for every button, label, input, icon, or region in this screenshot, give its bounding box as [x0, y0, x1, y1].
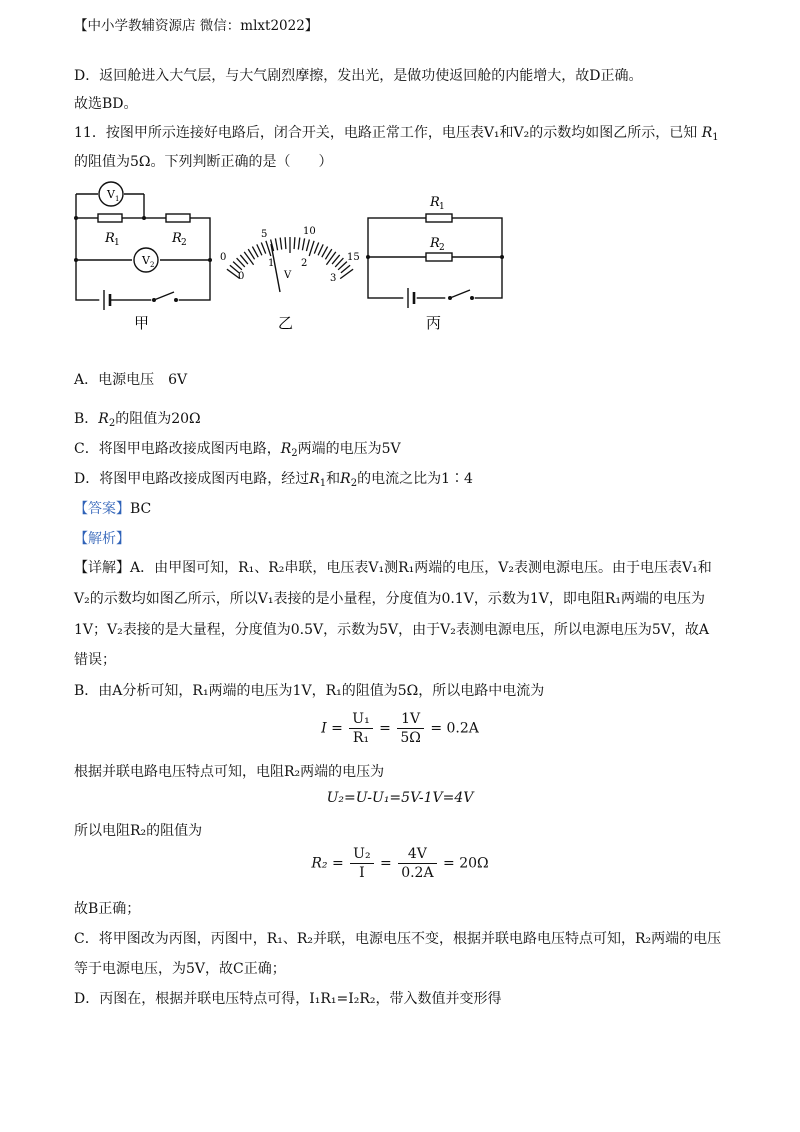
meter-tick — [275, 238, 277, 250]
resistor-r1-bing-icon — [426, 214, 452, 222]
svg-text:3: 3 — [330, 273, 337, 284]
v1-label: V — [107, 188, 115, 201]
meter-tick — [294, 237, 295, 249]
meter-tick — [314, 243, 318, 254]
svg-text:1: 1 — [268, 258, 275, 269]
meter-tick — [244, 252, 253, 265]
r1-label: R — [105, 231, 115, 246]
line-c2: 等于电源电压，为5V，故C正确； — [74, 961, 286, 977]
detail-line-5: B．由A分析可知，R₁两端的电压为1V，R₁的阻值为5Ω，所以电路中电流为 — [74, 683, 545, 699]
question-11-text: 11．按图甲所示连接好电路后，闭合开关，电路正常工作，电压表V₁和V₂的示数均如图乙所示，已知 — [74, 125, 698, 141]
answer-tag: 【答案】 — [74, 501, 130, 517]
meter-tick — [252, 247, 258, 258]
r1-symbol: R — [701, 125, 713, 141]
v2-label: V — [142, 254, 150, 267]
svg-text:2: 2 — [439, 243, 445, 253]
meter-tick — [261, 243, 265, 254]
svg-text:1: 1 — [114, 238, 120, 248]
select-prev-text: 故选BD。 — [74, 96, 138, 112]
meter-tick — [322, 247, 328, 258]
option-c: C．将图甲电路改接成图丙电路，$R_2$两端的电压为5V — [74, 441, 401, 459]
svg-text:V: V — [284, 270, 292, 281]
equation-current: I = $\frac{\text{U₁}}{\text{R₁}}$ = $\frac{1V}{5\Omega}$ = 0.2A — [321, 711, 479, 746]
meter-tick — [266, 241, 271, 256]
line-c1: C．将甲图改为丙图，丙图中，R₁、R₂并联，电源电压不变，根据并联电路电压特点可知，R₂两端的电压 — [74, 931, 722, 947]
line-d1: D．丙图在，根据并联电压特点可得，I₁R₁=I₂R₂，带入数值并变形得 — [74, 991, 502, 1007]
resistor-r1-icon — [98, 214, 122, 222]
detail-line-3: 1V；V₂表接的是大量程，分度值为0.5V，示数为5V，由于V₂表测电源电压，所以电源电压为5V，故A — [74, 622, 709, 638]
detail-line-2: V₂的示数均如图乙所示，所以V₁表接的是小量程，分度值为0.1V，示数为1V，即电阻R₁两端的电压为 — [74, 591, 705, 607]
caption-bing: 丙 — [426, 314, 442, 332]
svg-text:0: 0 — [220, 252, 227, 263]
svg-text:5: 5 — [261, 229, 268, 240]
equation-resistance: R₂ = $\frac{\text{U₂}}{I}$ = $\frac{4V}{0.2A}$ = 20Ω — [311, 846, 489, 881]
answer-value: BC — [130, 501, 152, 517]
resistor-r2-bing-icon — [426, 253, 452, 261]
page-header: 【中小学教辅资源店 微信：mlxt2022】 — [74, 18, 319, 34]
meter-tick — [309, 241, 314, 256]
meter-tick — [298, 238, 300, 250]
meter-tick — [280, 238, 282, 250]
svg-text:0: 0 — [238, 271, 245, 282]
option-b: B．$R_2$的阻值为20Ω — [74, 411, 201, 429]
option-d: D．将图甲电路改接成图丙电路，经过$R_1$和$R_2$的电流之比为1∶4 — [74, 471, 473, 489]
svg-text:R: R — [430, 236, 440, 251]
resistor-r2-icon — [166, 214, 190, 222]
detail-line-4: 错误； — [74, 652, 116, 668]
line-b3: 所以电阻R₂的阻值为 — [74, 823, 203, 839]
svg-text:R: R — [430, 195, 440, 210]
svg-text:2: 2 — [150, 261, 155, 269]
analysis-tag: 【解析】 — [74, 531, 130, 547]
answer-line — [74, 499, 151, 519]
svg-text:2: 2 — [181, 238, 187, 248]
r2-label: R — [172, 231, 182, 246]
caption-yi: 乙 — [278, 314, 294, 332]
equation-voltage: U₂=U-U₁=5V-1V=4V — [326, 790, 474, 806]
meter-tick — [318, 244, 323, 255]
meter-tick — [326, 252, 335, 265]
option-a: A．电源电压 6V — [74, 372, 188, 388]
option-d-prev-text: D．返回舱进入大气层，与大气剧烈摩擦，发出光，是做功使返回舱的内能增大，故D正确。 — [74, 68, 643, 84]
svg-text:15: 15 — [347, 252, 360, 263]
question-11-line2: 的阻值为5Ω。下列判断正确的是（ ） — [74, 154, 333, 170]
meter-tick — [257, 244, 262, 255]
meter-tick — [306, 240, 309, 252]
svg-text:1: 1 — [439, 202, 445, 212]
meter-tick — [340, 269, 353, 278]
svg-text:2: 2 — [301, 258, 308, 269]
detail-tag: 【详解】 — [74, 560, 130, 576]
meter-tick — [302, 238, 304, 250]
caption-jia: 甲 — [134, 314, 150, 332]
line-b2: 根据并联电路电压特点可知，电阻R₂两端的电压为 — [74, 764, 385, 780]
detail-line-1: 【详解】A．由甲图可知，R₁、R₂串联，电压表V₁测R₁两端的电压，V₂表测电源电压。由于电压表V₁和 — [74, 560, 712, 576]
question-11-line1: 11．按图甲所示连接好电路后，闭合开关，电路正常工作，电压表V₁和V₂的示数均如图乙所示，已知 $R_1$ — [74, 125, 719, 143]
meter-tick — [285, 237, 286, 249]
svg-text:10: 10 — [303, 226, 316, 237]
svg-text:1: 1 — [115, 195, 120, 203]
circuit-figure — [60, 180, 520, 336]
line-b4: 故B正确； — [74, 901, 141, 917]
